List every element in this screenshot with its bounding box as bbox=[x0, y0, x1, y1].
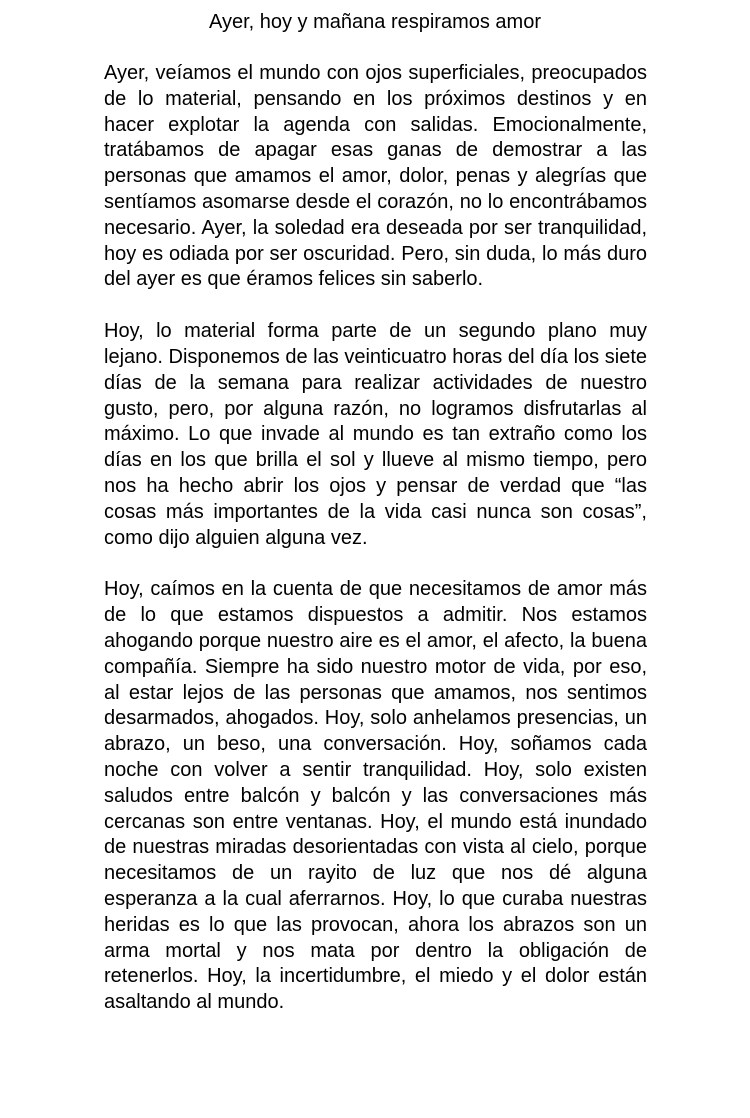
paragraph-hoy-amor: Hoy, caímos en la cuenta de que necesitamos de amor más de lo que estamos dispuestos a admitir. Nos estamos ahogando porque nuestro aire es el amor, el afecto, la buena compañía. Siempre ha sido nuestro motor de vida, por eso, al estar lejos de las personas que amamos, nos sentimos desarmados, ahogados. Hoy, solo anhelamos presencias, un abrazo, un beso, una conversación. Hoy, soñamos cada noche con volver a sentir tranquilidad. Hoy, solo existen saludos entre balcón y balcón y las conversaciones más cercanas son entre ventanas. Hoy, el mundo está inundado de nuestras miradas desorientadas con vista al cielo, porque necesitamos de un rayito de luz que nos dé alguna esperanza a la cual aferrarnos. Hoy, lo que curaba nuestras heridas es lo que las provocan, ahora los abrazos son un arma mortal y nos mata por dentro la obligación de retenerlos. Hoy, la incertidumbre, el miedo y el dolor están asaltando al mundo. bbox=[104, 578, 647, 1014]
document-title: Ayer, hoy y mañana respiramos amor bbox=[208, 11, 541, 33]
paragraph-hoy-material: Hoy, lo material forma parte de un segundo plano muy lejano. Disponemos de las veinticuatro horas del día los siete días de la semana para realizar actividades de nuestro gusto, pero, por alguna razón, no logramos disfrutarlas al máximo. Lo que invade al mundo es tan extraño como los días en los que brilla el sol y llueve al mismo tiempo, pero nos ha hecho abrir los ojos y pensar de verdad que “las cosas más importantes de la vida casi nunca son cosas”, como dijo alguien alguna vez. bbox=[104, 320, 647, 549]
paragraph-ayer: Ayer, veíamos el mundo con ojos superficiales, preocupados de lo material, pensando en los próximos destinos y en hacer explotar la agenda con salidas. Emocionalmente, tratábamos de apagar esas ganas de demostrar a las personas que amamos el amor, dolor, penas y alegrías que sentíamos asomarse desde el corazón, no lo encontrábamos necesario. Ayer, la soledad era deseada por ser tranquilidad, hoy es odiada por ser oscuridad. Pero, sin duda, lo más duro del ayer es que éramos felices sin saberlo. bbox=[104, 62, 647, 291]
document-body bbox=[104, 61, 647, 1042]
